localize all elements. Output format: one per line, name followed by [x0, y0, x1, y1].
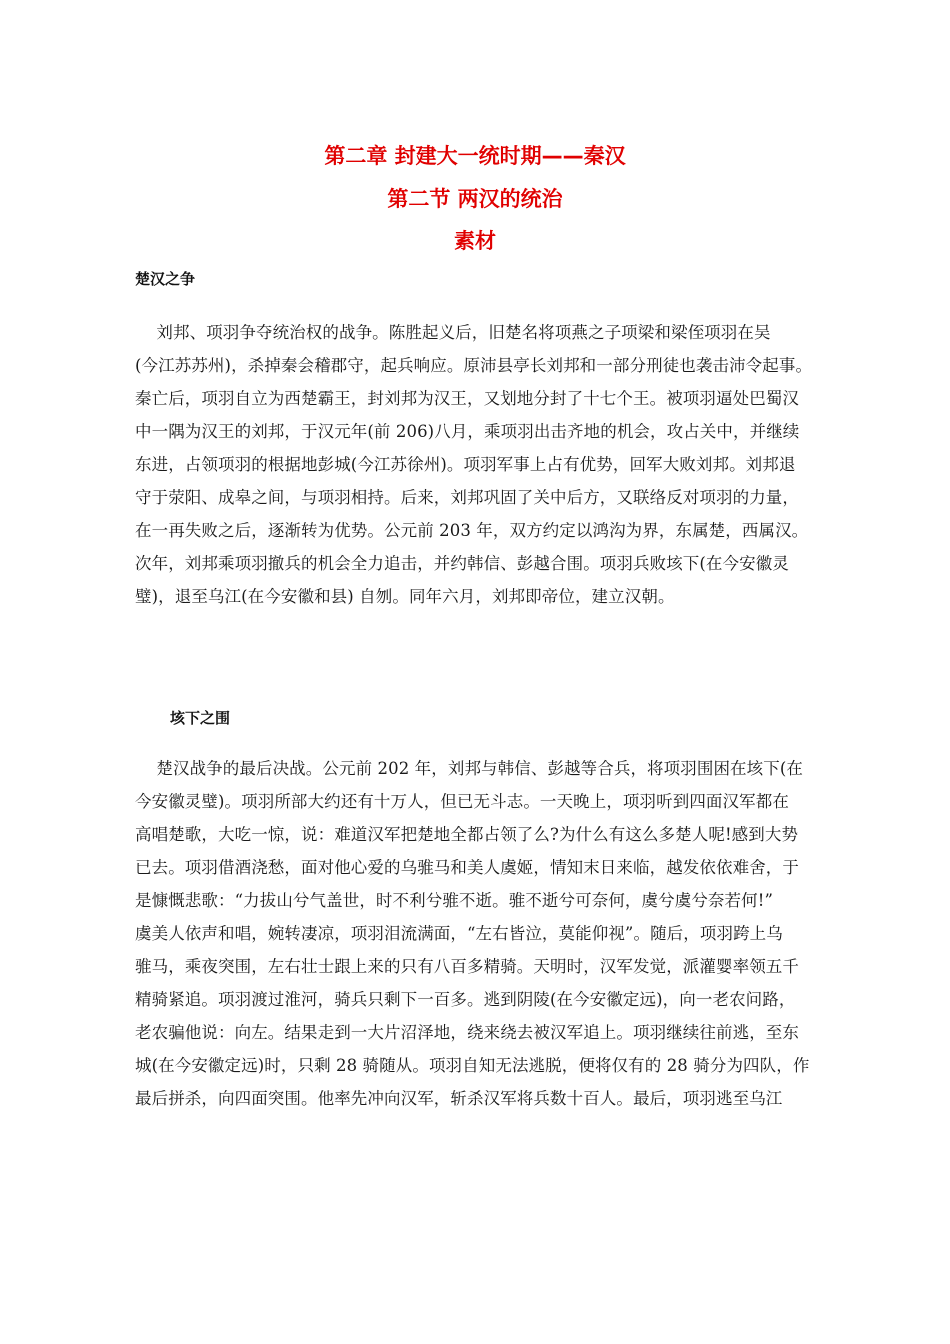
paragraph-line: 守于荥阳、成皋之间，与项羽相持。后来，刘邦巩固了关中后方，又联络反对项羽的力量，: [135, 488, 799, 507]
paragraph-line: 老农骗他说：向左。结果走到一大片沼泽地，绕来绕去被汉军追上。项羽继续往前逃，至东: [135, 1023, 799, 1042]
paragraph-line: 中一隅为汉王的刘邦，于汉元年(前 206)八月，乘项羽出击齐地的机会，攻占关中，并继续: [135, 422, 800, 441]
material-title: 素材: [454, 229, 496, 253]
paragraph-line: 已去。项羽借酒浇愁，面对他心爱的乌骓马和美人虞姬，情知末日来临，越发依依难舍，于: [135, 858, 799, 877]
paragraph-line: 高唱楚歌，大吃一惊，说：难道汉军把楚地全都占领了么?为什么有这么多楚人呢!感到大势: [135, 825, 799, 844]
paragraph-line: 是慷慨悲歌：“力拔山兮气盖世，时不利兮骓不逝。骓不逝兮可奈何，虞兮虞兮奈若何!”: [135, 891, 774, 910]
paragraph-line: 今安徽灵璧)。项羽所部大约还有十万人，但已无斗志。一天晚上，项羽听到四面汉军都在: [135, 792, 789, 811]
paragraph-line: 虞美人依声和唱，婉转凄凉，项羽泪流满面，“左右皆泣，莫能仰视”。随后，项羽跨上乌: [135, 924, 783, 943]
paragraph-line: 骓马，乘夜突围，左右壮士跟上来的只有八百多精骑。天明时，汉军发觉，派灌婴率领五千: [135, 957, 799, 976]
paragraph-line: 璧)，退至乌江(在今安徽和县) 自刎。同年六月，刘邦即帝位，建立汉朝。: [135, 587, 675, 606]
paragraph-line: 东进，占领项羽的根据地彭城(今江苏徐州)。项羽军事上占有优势，回军大败刘邦。刘邦退: [135, 455, 796, 474]
section-heading-gaixia-siege: 垓下之围: [170, 709, 231, 727]
paragraph-line: 精骑紧追。项羽渡过淮河，骑兵只剩下一百多。逃到阴陵(在今安徽定远)，向一老农问路，: [135, 990, 796, 1009]
paragraph-line: 城(在今安徽定远)时，只剩 28 骑随从。项羽自知无法逃脱，便将仅有的 28 骑分为四队，作: [135, 1056, 810, 1075]
paragraph-line: 刘邦、项羽争夺统治权的战争。陈胜起义后，旧楚名将项燕之子项梁和梁侄项羽在吴: [135, 323, 771, 342]
paragraph-chuhan-war: [135, 316, 825, 613]
paragraph-line: 楚汉战争的最后决战。公元前 202 年，刘邦与韩信、彭越等合兵，将项羽围困在垓下(在: [135, 759, 803, 778]
paragraph-line: 最后拼杀，向四面突围。他率先冲向汉军，斩杀汉军将兵数十百人。最后，项羽逃至乌江: [135, 1089, 783, 1108]
paragraph-gaixia-siege: [135, 752, 825, 1115]
section-heading-chuhan-war: 楚汉之争: [135, 270, 196, 288]
paragraph-line: 次年，刘邦乘项羽撤兵的机会全力追击，并约韩信、彭越合围。项羽兵败垓下(在今安徽灵: [135, 554, 789, 573]
chapter-title: 第二章 封建大一统时期——秦汉: [324, 144, 626, 168]
section-title: 第二节 两汉的统治: [387, 187, 563, 211]
paragraph-line: (今江苏苏州)，杀掉秦会稽郡守，起兵响应。原沛县亭长刘邦和一部分刑徒也袭击沛令起事。: [135, 356, 813, 375]
paragraph-line: 在一再失败之后，逐渐转为优势。公元前 203 年，双方约定以鸿沟为界，东属楚，西属汉。: [135, 521, 809, 540]
paragraph-line: 秦亡后，项羽自立为西楚霸王，封刘邦为汉王，又划地分封了十七个王。被项羽逼处巴蜀汉: [135, 389, 799, 408]
